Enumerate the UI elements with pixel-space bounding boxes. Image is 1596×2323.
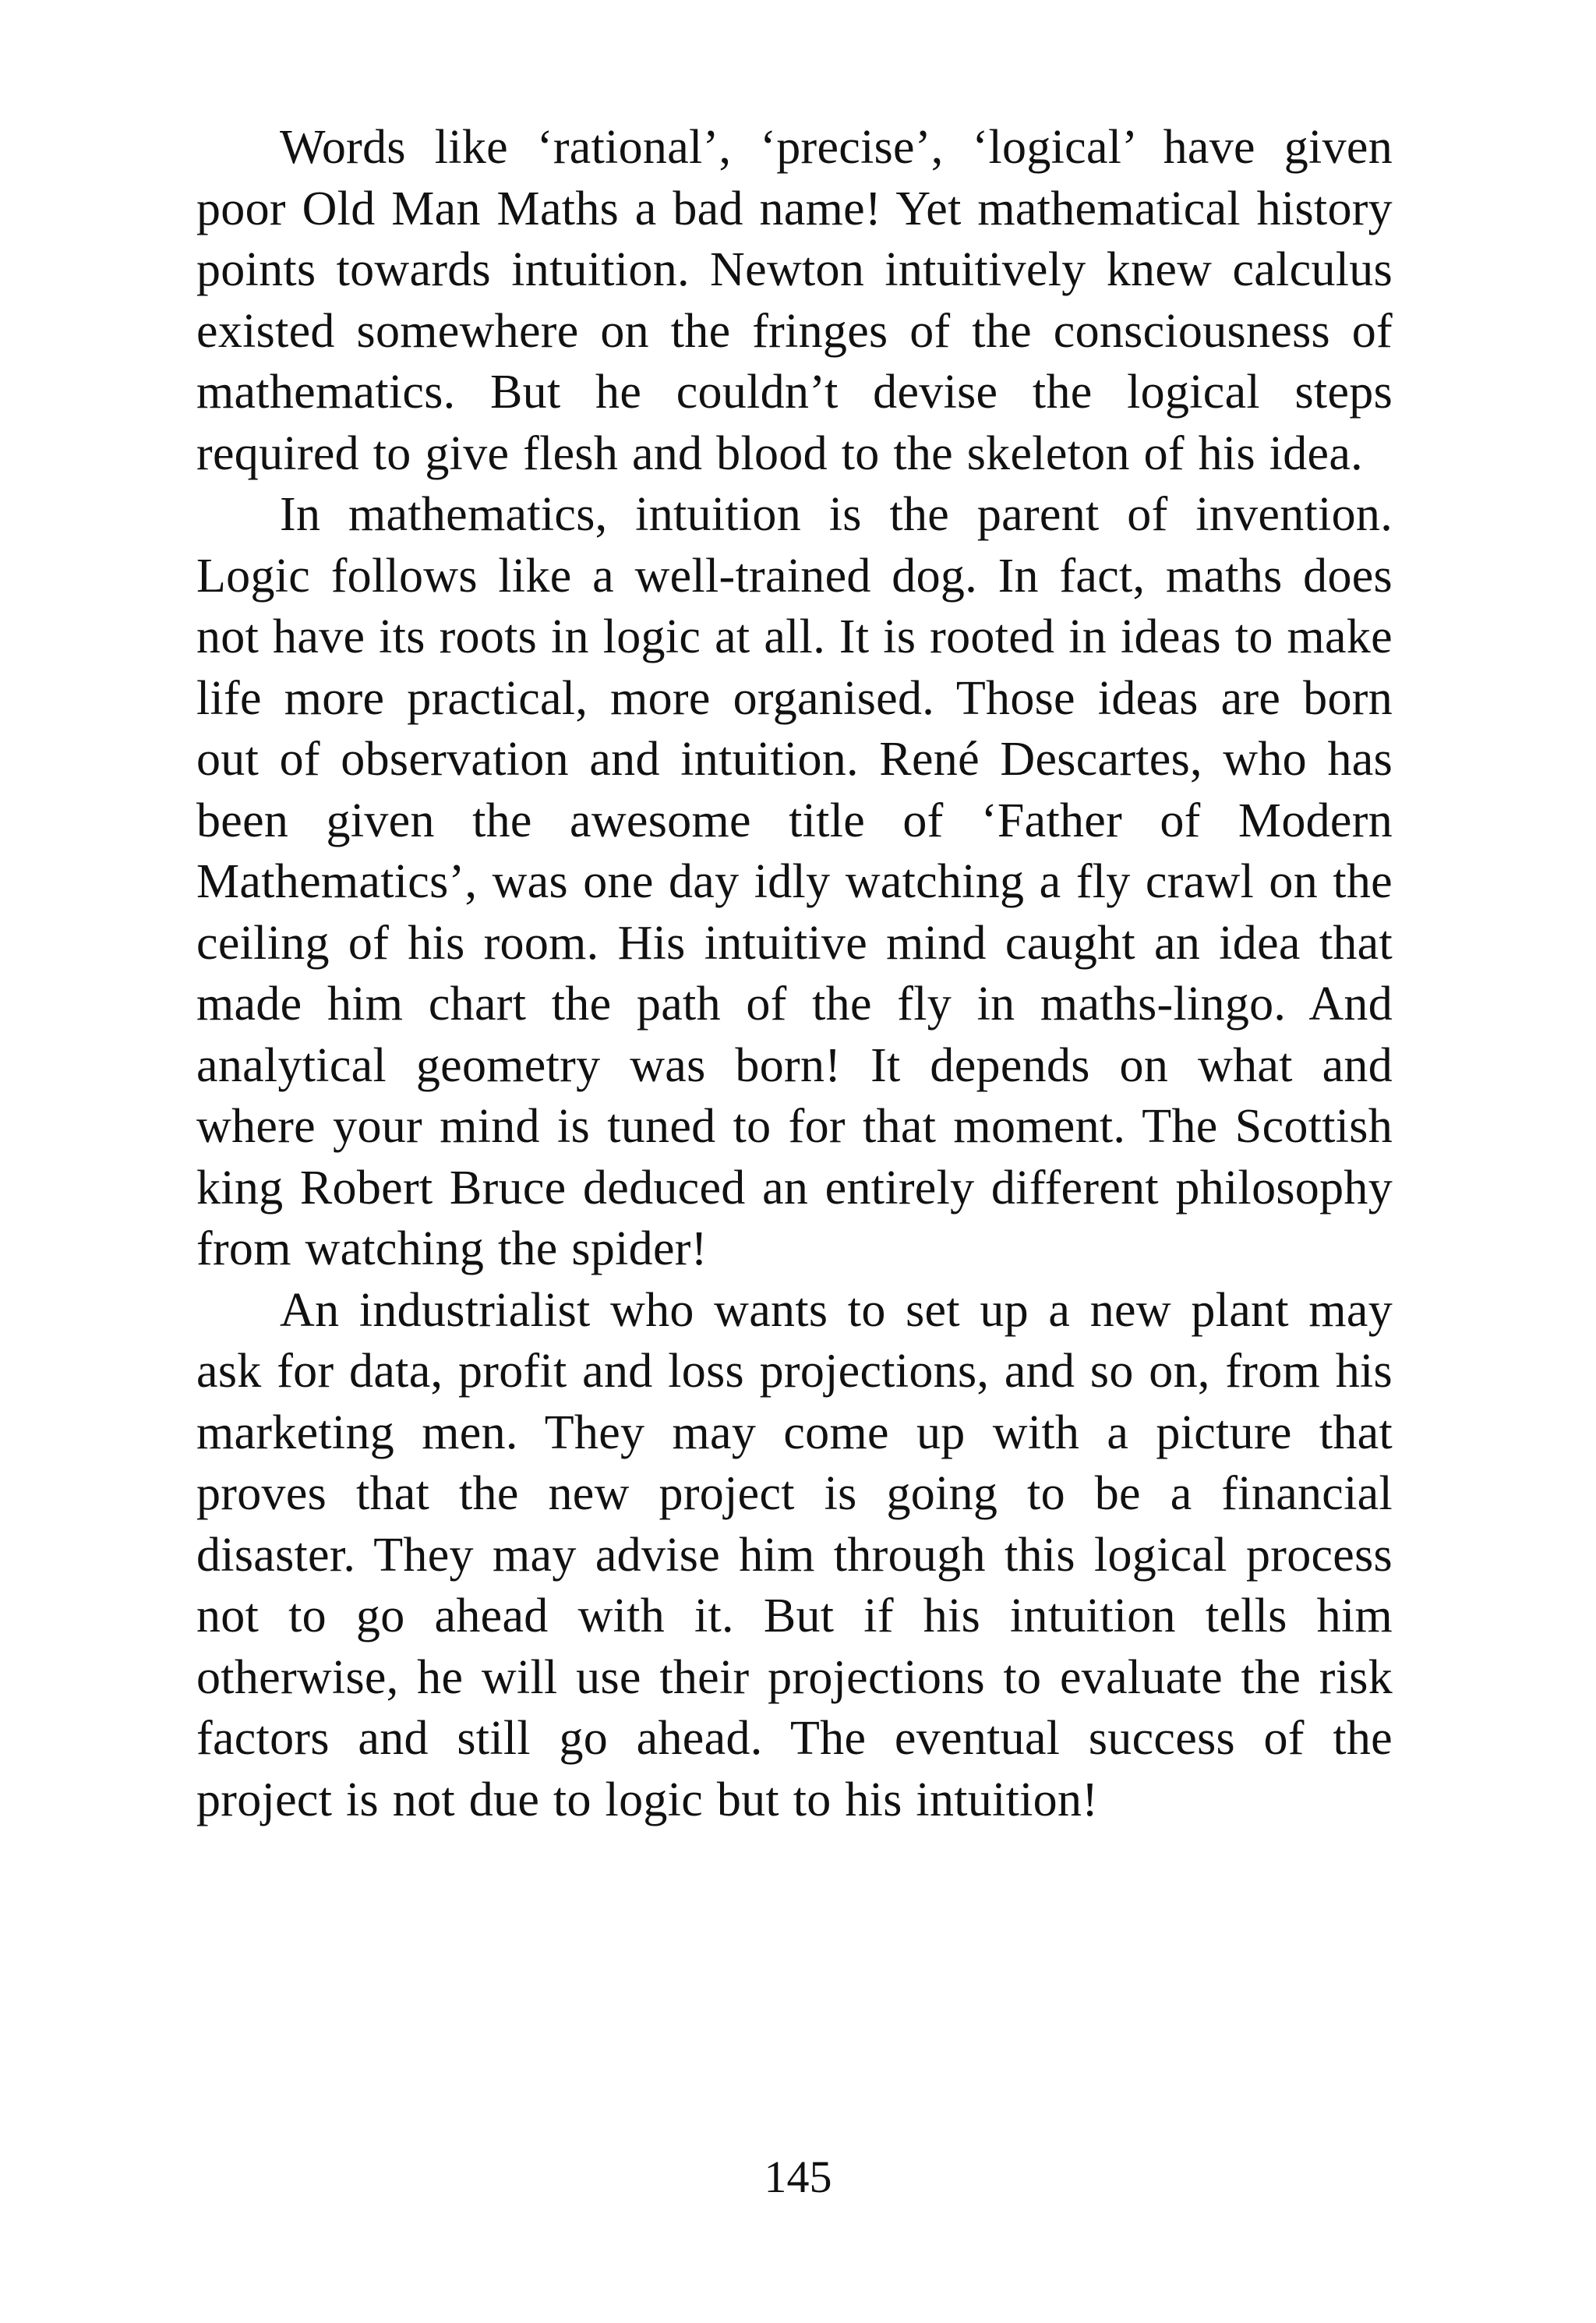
paragraph-intuition-in-maths: Words like ‘rational’, ‘precise’, ‘logical’ have given poor Old Man Maths a bad name! Yet mathematical history points towards intuition. Newton intuitively knew calculus existed somewhere on the fringes of the consciousness of mathematics. But he couldn’t devise the logical steps required to give flesh and blood to the skeleton of his idea. bbox=[196, 121, 1393, 480]
paragraph-industrialist: An industrialist who wants to set up a new plant may ask for data, profit and loss projections, and so on, from his marketing men. They may come up with a picture that proves that the new project is going to be a financial disaster. They may advise him through this logical process not to go ahead with it. But if his intuition tells him otherwise, he will use their projections to evaluate the risk factors and still go ahead. The eventual success of the project is not due to logic but to his intuition! bbox=[196, 1283, 1393, 1826]
body-text bbox=[196, 117, 1393, 1830]
page-number: 145 bbox=[764, 2152, 832, 2202]
paragraph-descartes: In mathematics, intuition is the parent of invention. Logic follows like a well-trained dog. In fact, maths does not have its roots in logic at all. It is rooted in ideas to make life more practical, more organised. Those ideas are born out of observation and intuition. René Descartes, who has been given the awesome title of ‘Father of Modern Mathematics’, was one day idly watching a fly crawl on the ceiling of his room. His intuitive mind caught an idea that made him chart the path of the fly in maths-lingo. And analytical geometry was born! It depends on what and where your mind is tuned to for that moment. The Scottish king Robert Bruce deduced an entirely different philosophy from watching the spider! bbox=[196, 488, 1393, 1275]
